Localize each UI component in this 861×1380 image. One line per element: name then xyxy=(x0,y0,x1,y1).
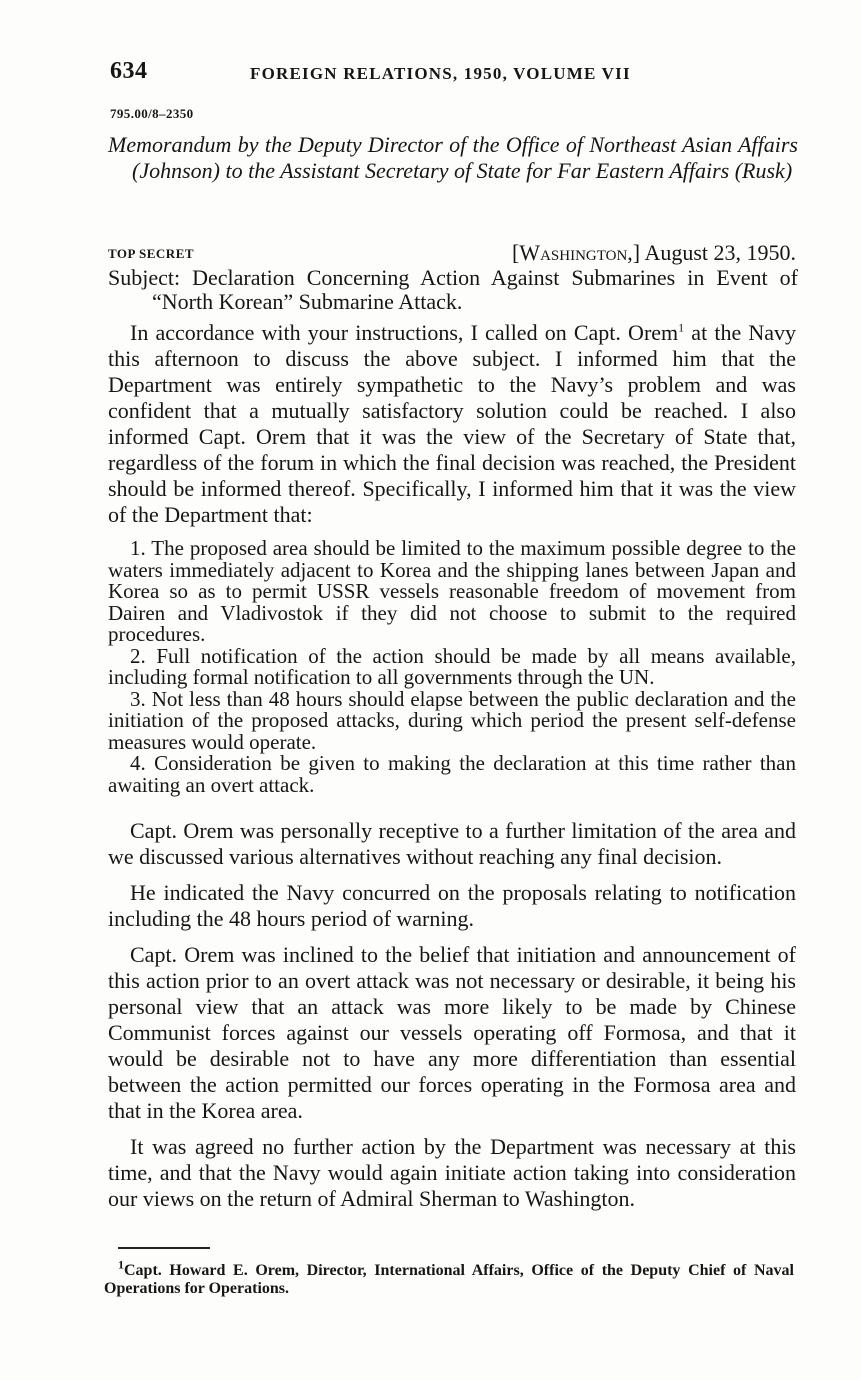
list-item: 1. The proposed area should be limited to the maximum possible degree to the waters immediately adjacent to Korea and the shipping lanes between Japan and Korea so as to permit USSR vessels reasonable freedom of movement from Dairen and Vladivostok if they did not choose to submit to the required procedures. xyxy=(108,536,796,646)
paragraph-1 xyxy=(108,320,796,528)
paragraph-4: Capt. Orem was inclined to the belief that initiation and announcement of this action prior to an overt attack was not necessary or desirable, it being his personal view that an attack was more likely to be made by Chinese Communist forces against our vessels operating off Formosa, and that it would be desirable not to have any more differentiation than essential between the action permitted our forces operating in the Formosa area and that in the Korea area. xyxy=(108,942,796,1123)
subject-line: Subject: Declaration Concerning Action Against Submarines in Event of “North Korean” Submarine Attack. xyxy=(108,265,798,314)
classification-label: TOP SECRET xyxy=(108,246,195,261)
footnote-divider xyxy=(118,1247,210,1249)
dateline xyxy=(512,240,796,266)
footnote-reference: 1 xyxy=(678,320,685,335)
paragraph-1-start: In accordance with your instructions, I called on Capt. Orem xyxy=(130,320,679,345)
memo-body xyxy=(108,320,796,1222)
page-header xyxy=(110,58,800,88)
meta-line xyxy=(108,240,796,268)
memo-title: Memorandum by the Deputy Director of the Office of Northeast Asian Affairs (Johnson) to the Assistant Secretary of State for Far Eastern Affairs (Rusk) xyxy=(108,132,798,183)
list-item: 3. Not less than 48 hours should elapse between the public declaration and the initiation of the proposed attacks, during which period the present self-defense measures would operate. xyxy=(108,686,796,754)
paragraph-3: He indicated the Navy concurred on the proposals relating to notification including the 48 hours period of warning. xyxy=(108,880,796,931)
dateline-place: [Washington,] xyxy=(511,240,641,265)
dateline-date: August 23, 1950. xyxy=(644,240,796,265)
list-item: 2. Full notification of the action should be made by all means available, including formal notification to all governments through the UN. xyxy=(108,643,796,689)
list-item: 4. Consideration be given to making the declaration at this time rather than awaiting an overt attack. xyxy=(108,751,796,797)
numbered-list xyxy=(108,538,796,796)
paragraph-5: It was agreed no further action by the Department was necessary at this time, and that the Navy would again initiate action taking into consideration our views on the return of Admiral Sherman to Washington. xyxy=(108,1134,796,1211)
footnote-marker: 1 xyxy=(118,1257,124,1272)
file-number: 795.00/8–2350 xyxy=(110,106,194,121)
running-head: FOREIGN RELATIONS, 1950, VOLUME VII xyxy=(250,64,631,83)
page-number: 634 xyxy=(110,58,148,84)
paragraph-2: Capt. Orem was personally receptive to a further limitation of the area and we discussed various alternatives without reaching any final decision. xyxy=(108,818,796,869)
paragraph-1-end: at the Navy this afternoon to discuss the above subject. I informed him that the Department was entirely sympathetic to the Navy’s problem and was confident that a mutually satisfactory solution could be reached. I also informed Capt. Orem that it was the view of the Secretary of State that, regardless of the forum in which the final decision was reached, the President should be informed thereof. Specifically, I informed him that it was the view of the Department that: xyxy=(108,320,797,527)
footnote xyxy=(104,1257,794,1298)
footnote-text: Capt. Howard E. Orem, Director, International Affairs, Office of the Deputy Chief of Naval Operations for Operations. xyxy=(104,1262,794,1297)
